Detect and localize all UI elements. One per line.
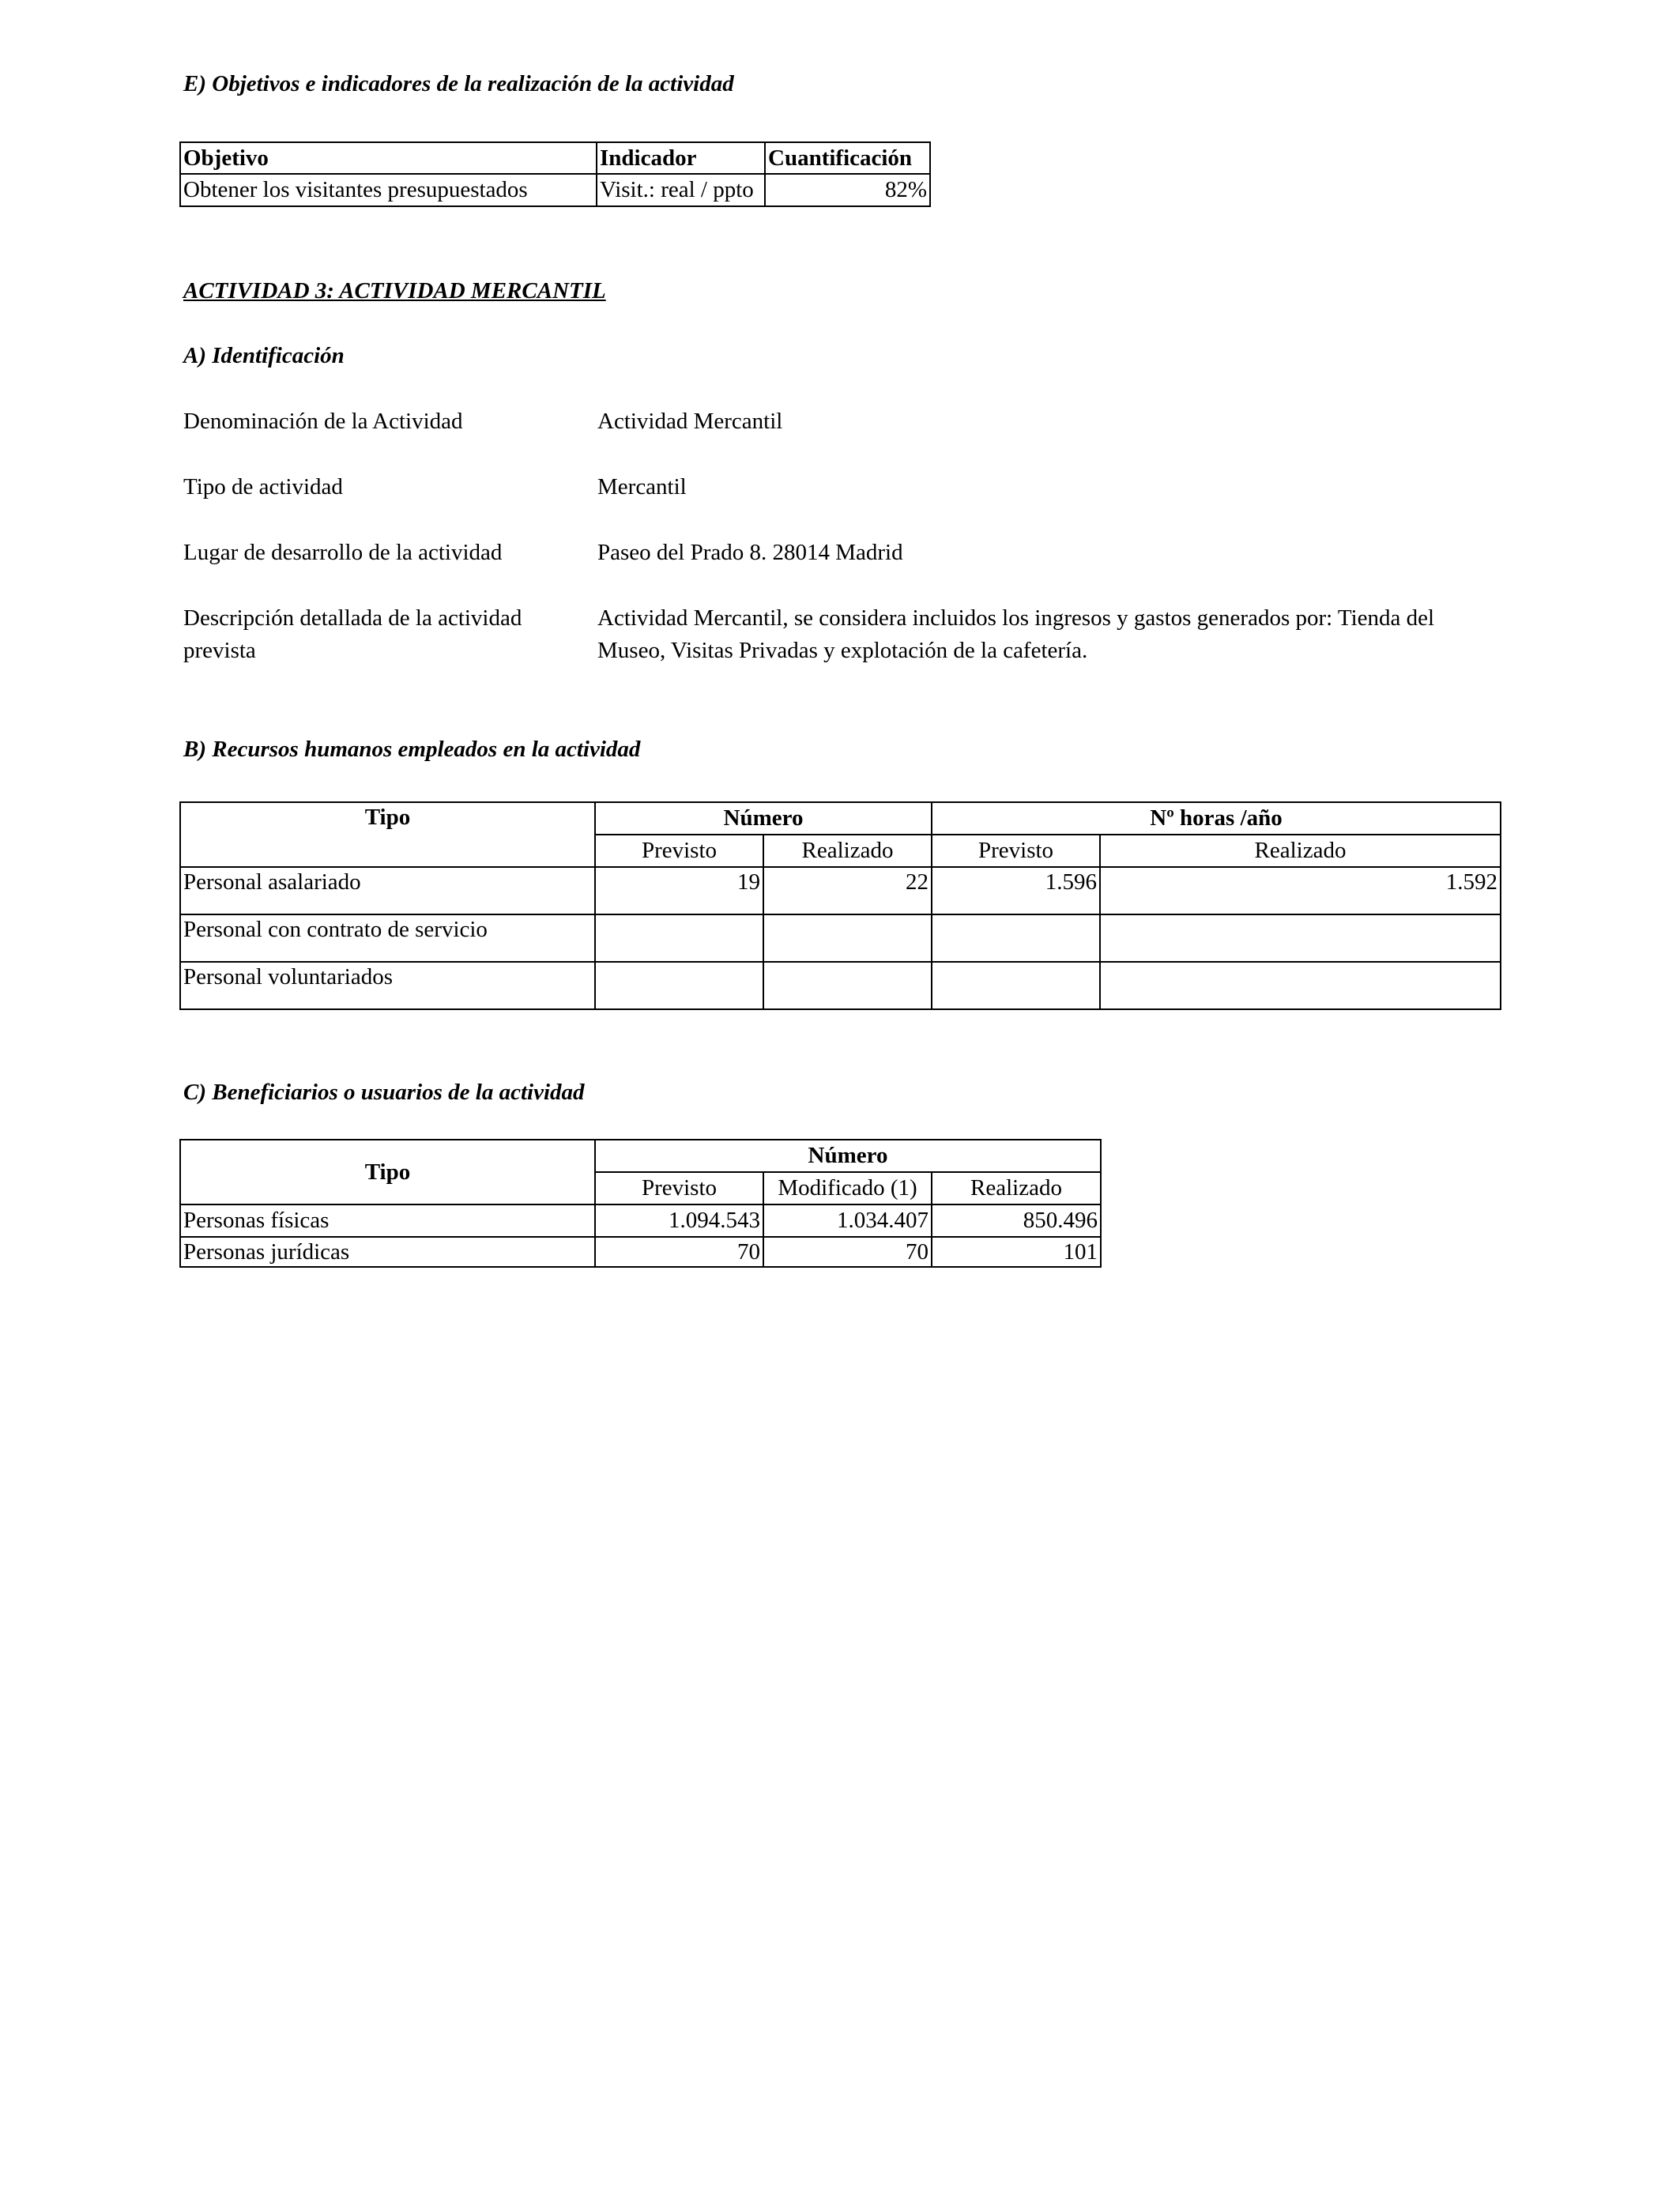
hr-header-horas: Nº horas /año (932, 802, 1501, 835)
ben-sub-modificado: Modificado (1) (763, 1172, 932, 1204)
objectives-cell-objetivo: Obtener los visitantes presupuestados (180, 174, 597, 206)
hr-cell: 1.596 (932, 867, 1100, 914)
hr-row-tipo: Personal asalariado (180, 867, 595, 914)
hr-cell: 22 (763, 867, 932, 914)
table-row (180, 914, 1501, 962)
objectives-header-objetivo: Objetivo (180, 142, 597, 174)
ben-cell: 70 (595, 1237, 763, 1267)
objectives-table (179, 141, 931, 207)
field-label-denominacion: Denominación de la Actividad (183, 409, 463, 434)
hr-sub-previsto-numero: Previsto (595, 835, 763, 867)
hr-cell (763, 914, 932, 962)
field-value-descripcion-line2: Museo, Visitas Privadas y explotación de la cafetería. (597, 638, 1088, 663)
objectives-cell-cuantificacion: 82% (765, 174, 930, 206)
hr-header-tipo: Tipo (180, 802, 595, 867)
section-e-heading: E) Objetivos e indicadores de la realización de la actividad (183, 71, 734, 96)
table-row (180, 867, 1501, 914)
hr-cell (595, 962, 763, 1009)
human-resources-table (179, 801, 1501, 1010)
section-b-heading: B) Recursos humanos empleados en la actividad (183, 737, 641, 762)
hr-sub-previsto-horas: Previsto (932, 835, 1100, 867)
hr-cell (1100, 914, 1501, 962)
ben-sub-realizado: Realizado (932, 1172, 1101, 1204)
activity-title: ACTIVIDAD 3: ACTIVIDAD MERCANTIL (183, 278, 606, 303)
ben-cell: 70 (763, 1237, 932, 1267)
hr-row-tipo: Personal con contrato de servicio (180, 914, 595, 962)
hr-sub-realizado-numero: Realizado (763, 835, 932, 867)
field-value-tipo: Mercantil (597, 474, 687, 499)
field-value-descripcion-line1: Actividad Mercantil, se considera incluidos los ingresos y gastos generados por: Tienda del (597, 605, 1435, 631)
table-row (180, 962, 1501, 1009)
objectives-cell-indicador: Visit.: real / ppto (597, 174, 765, 206)
ben-header-tipo: Tipo (180, 1140, 595, 1204)
field-label-lugar: Lugar de desarrollo de la actividad (183, 540, 503, 565)
hr-sub-realizado-horas: Realizado (1100, 835, 1501, 867)
ben-sub-previsto: Previsto (595, 1172, 763, 1204)
hr-cell (595, 914, 763, 962)
hr-cell: 1.592 (1100, 867, 1501, 914)
table-row (180, 1204, 1101, 1237)
hr-cell (763, 962, 932, 1009)
field-label-descripcion-line1: Descripción detallada de la actividad (183, 605, 522, 631)
field-label-descripcion-line2: prevista (183, 638, 256, 663)
ben-row-tipo: Personas jurídicas (180, 1237, 595, 1267)
hr-header-numero: Número (595, 802, 932, 835)
field-value-lugar: Paseo del Prado 8. 28014 Madrid (597, 540, 903, 565)
hr-row-tipo: Personal voluntariados (180, 962, 595, 1009)
hr-cell: 19 (595, 867, 763, 914)
objectives-header-cuantificacion: Cuantificación (765, 142, 930, 174)
table-row (180, 1237, 1101, 1267)
ben-cell: 1.094.543 (595, 1204, 763, 1237)
ben-header-numero: Número (595, 1140, 1101, 1172)
objectives-header-indicador: Indicador (597, 142, 765, 174)
field-label-tipo: Tipo de actividad (183, 474, 343, 499)
hr-cell (932, 914, 1100, 962)
hr-cell (1100, 962, 1501, 1009)
ben-cell: 101 (932, 1237, 1101, 1267)
beneficiaries-table (179, 1139, 1102, 1268)
ben-cell: 1.034.407 (763, 1204, 932, 1237)
ben-row-tipo: Personas físicas (180, 1204, 595, 1237)
section-a-heading: A) Identificación (183, 343, 345, 368)
field-value-denominacion: Actividad Mercantil (597, 409, 783, 434)
hr-cell (932, 962, 1100, 1009)
section-c-heading: C) Beneficiarios o usuarios de la actividad (183, 1080, 585, 1105)
ben-cell: 850.496 (932, 1204, 1101, 1237)
